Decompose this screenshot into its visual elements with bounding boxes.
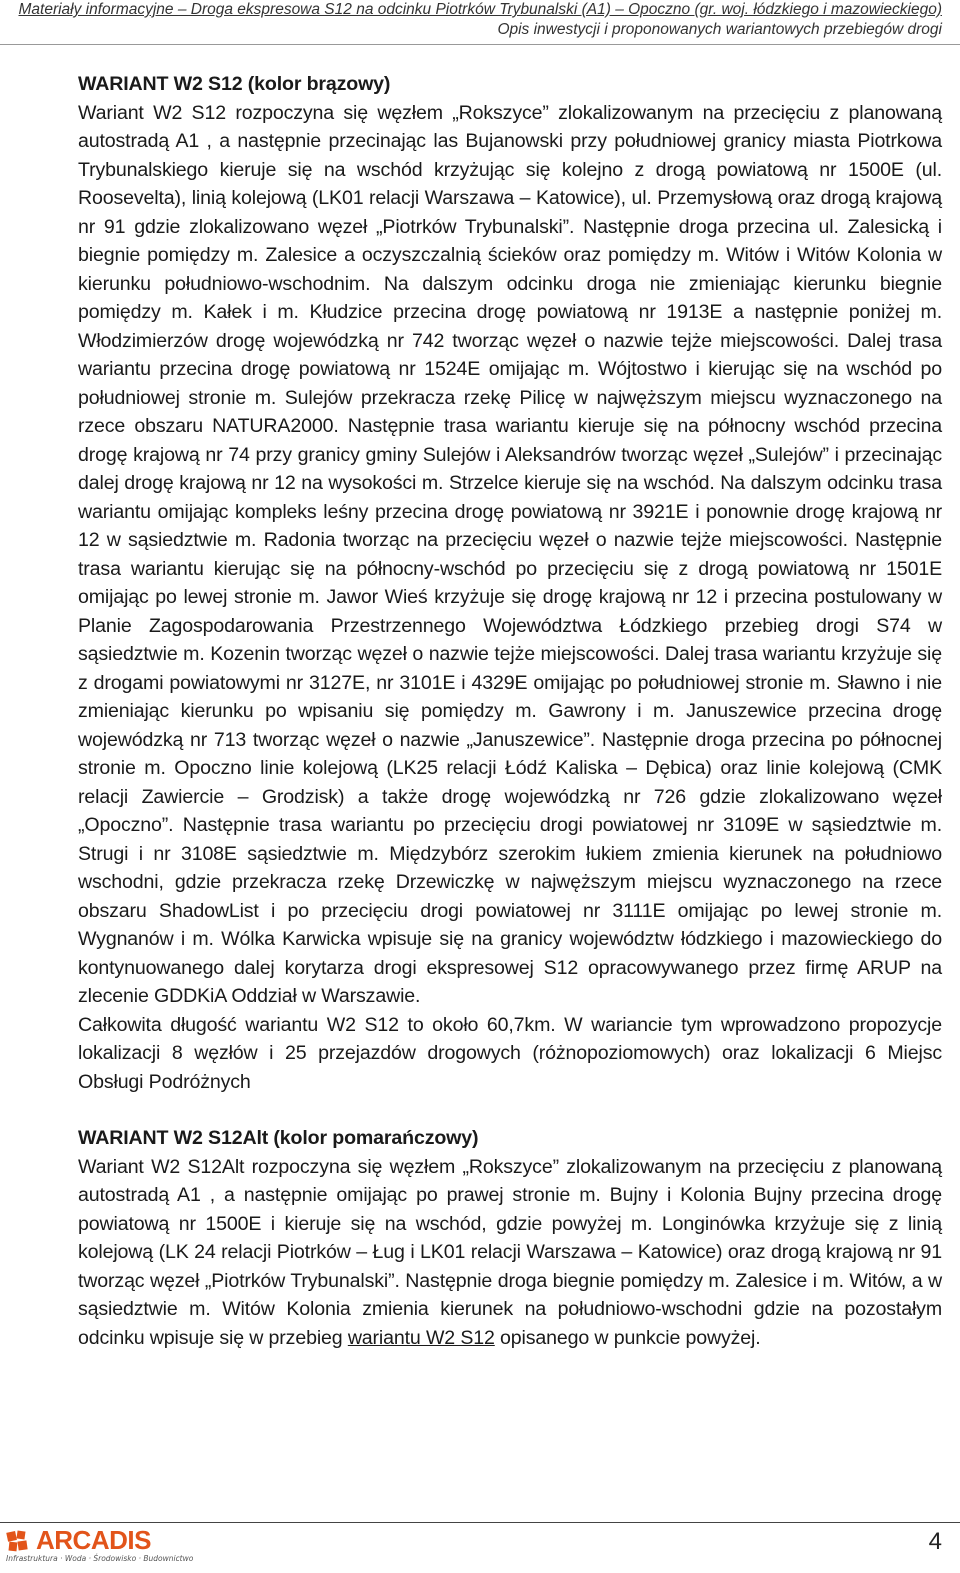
page-header: [0, 0, 960, 48]
document-body: [78, 70, 942, 1352]
section-title-w2-s12: WARIANT W2 S12 (kolor brązowy): [78, 73, 391, 95]
arcadis-logo: [6, 1525, 194, 1567]
section-paragraph-w2-s12: Wariant W2 S12 rozpoczyna się węzłem „Rokszyce” zlokalizowanym na przecięciu z planowaną autostradą A1 , a następnie przecinając las Bujanowski przy południowej granicy miasta Piotrkowa Trybunalskiego kieruje się na wschód krzyżując się kolejno z drogą powiatową nr 1500E (ul. Roosevelta), linią kolejową (LK01 relacji Warszawa – Katowice), ul. Przemysłową oraz drogą krajową nr 91 gdzie zlokalizowano węzeł „Piotrków Trybunalski”. Następnie droga przecina ul. Zalesicką i biegnie pomiędzy m. Zalesice a oczyszczalnią ścieków oraz pomiędzy m. Witów i Witów Kolonia w kierunku południowo-wschodnim. Na dalszym odcinku droga nie zmieniając kierunku biegnie pomiędzy m. Kałek i m. Kłudzice przecina drogę powiatową nr 1913E a następnie poniżej m. Włodzimierzów drogę wojewódzką nr 742 tworząc węzeł o nazwie tejże miejscowości. Dalej trasa wariantu przecina drogę powiatową nr 1524E omijając m. Wójtostwo i kierując się na wschód po południowej stronie m. Sulejów przekracza rzekę Pilicę w najwęższym miejscu wyznaczonego na rzece obszaru NATURA2000. Następnie trasa wariantu kieruje się na północny wschód przecina drogę krajową nr 74 przy granicy gminy Sulejów i Aleksandrów tworząc węzeł „Sulejów” i przecinając dalej drogę krajową nr 12 na wysokości m. Strzelce kieruje się na wschód. Na dalszym odcinku trasa wariantu omijając kompleks leśny przecina drogę powiatową nr 3921E i ponownie drogę krajową nr 12 w sąsiedztwie m. Radonia tworząc na przecięciu węzeł o nazwie tejże miejscowości. Następnie trasa wariantu kierując się na północny-wschód po przecięciu się z drogą powiatową nr 1501E omijając po lewej stronie m. Jawor Wieś krzyżuje się drogę krajową nr 12 i przecina postulowany w Planie Zagospodarowania Przestrzennego Województwa Łódzkiego przebieg drogi S74 w sąsiedztwie m. Kozenin tworząc węzeł o nazwie tejże miejscowości. Dalej trasa wariantu krzyżuje się z drogami powiatowymi nr 3127E, nr 3101E i 4329E omijając po południowej stronie m. Sławno i nie zmieniając kierunku po wpisaniu się pomiędzy m. Gawrony i m. Januszewice przecina drogę wojewódzką nr 713 tworząc węzeł o nazwie „Januszewice”. Następnie droga przecina po północnej stronie m. Opoczno linie kolejową (LK25 relacji Łódź Kaliska – Dębica) oraz linie kolejową (CMK relacji Zawiercie – Grodzisk) a także drogę wojewódzką nr 726 gdzie zlokalizowano węzeł „Opoczno”. Następnie trasa wariantu po przecięciu drogi powiatowej nr 3109E w sąsiedztwie m. Strugi i nr 3108E sąsiedztwie m. Międzybórz szerokim łukiem zmienia kierunek na południowo wschodni, gdzie przekracza rzekę Drzewiczkę w najwęższym miejscu wyznaczonego na rzece obszaru ShadowList i po przecięciu drogi powiatowej nr 3111E omijając po lewej stronie m. Wygnanów i m. Wólka Karwicka wpisuje się na granicy województw łódzkiego i mazowieckiego do kontynuowanego dalej korytarza drogi ekspresowej S12 opracowywanego przez firmę ARUP na zlecenie GDDKiA Oddział w Warszawie.: [78, 101, 942, 1007]
page-number: 4: [928, 1528, 942, 1555]
section-summary-w2-s12: Całkowita długość wariantu W2 S12 to około 60,7km. W wariancie tym wprowadzono propozycje lokalizacji 8 węzłów i 25 przejazdów drogowych (różnopoziomowych) oraz lokalizacji 6 Miejsc Obsługi Podróżnych: [78, 1013, 942, 1093]
header-document-title: [18, 0, 942, 20]
variant-reference-link[interactable]: wariantu W2 S12: [347, 1326, 495, 1349]
header-divider: [0, 44, 960, 45]
logo-tagline: Infrastruktura · Woda · Środowisko · Budownictwo: [6, 1554, 194, 1563]
header-title-text: Materiały informacyjne – Droga ekspresowa S12 na odcinku Piotrków Trybunalski (A1) – Opoczno (gr. woj. łódzkiego i mazowieckiego): [18, 1, 942, 18]
section-paragraph-w2-s12alt: [78, 1153, 942, 1353]
paragraph-text-start: Wariant W2 S12Alt rozpoczyna się węzłem „Rokszyce” zlokalizowanym na przecięciu z planowaną autostradą A1 , a następnie omijając po prawej stronie m. Bujny i Kolonia Bujny przecina drogę powiatową nr 1500E i kieruje się na wschód, gdzie powyżej m. Longinówka krzyżuje się z linią kolejową (LK 24 relacji Piotrków – Ług i LK01 relacji Warszawa – Katowice) oraz drogą krajową nr 91 tworząc węzeł „Piotrków Trybunalski”. Następnie droga biegnie pomiędzy m. Zalesice i m. Witów, a w sąsiedztwie m. Witów Kolonia zmienia kierunek na południowo-wschodni gdzie na pozostałym odcinku wpisuje się w przebieg: [78, 1155, 942, 1349]
footer-divider: [0, 1522, 960, 1523]
header-subtitle: Opis inwestycji i proponowanych wariantowych przebiegów drogi: [497, 21, 942, 38]
section-spacer: [78, 1096, 942, 1124]
arcadis-logo-icon: [6, 1529, 34, 1555]
logo-wordmark: ARCADIS: [36, 1525, 151, 1555]
paragraph-text-end: opisanego w punkcie powyżej.: [494, 1326, 761, 1349]
section-title-w2-s12alt: WARIANT W2 S12Alt (kolor pomarańczowy): [78, 1127, 479, 1149]
